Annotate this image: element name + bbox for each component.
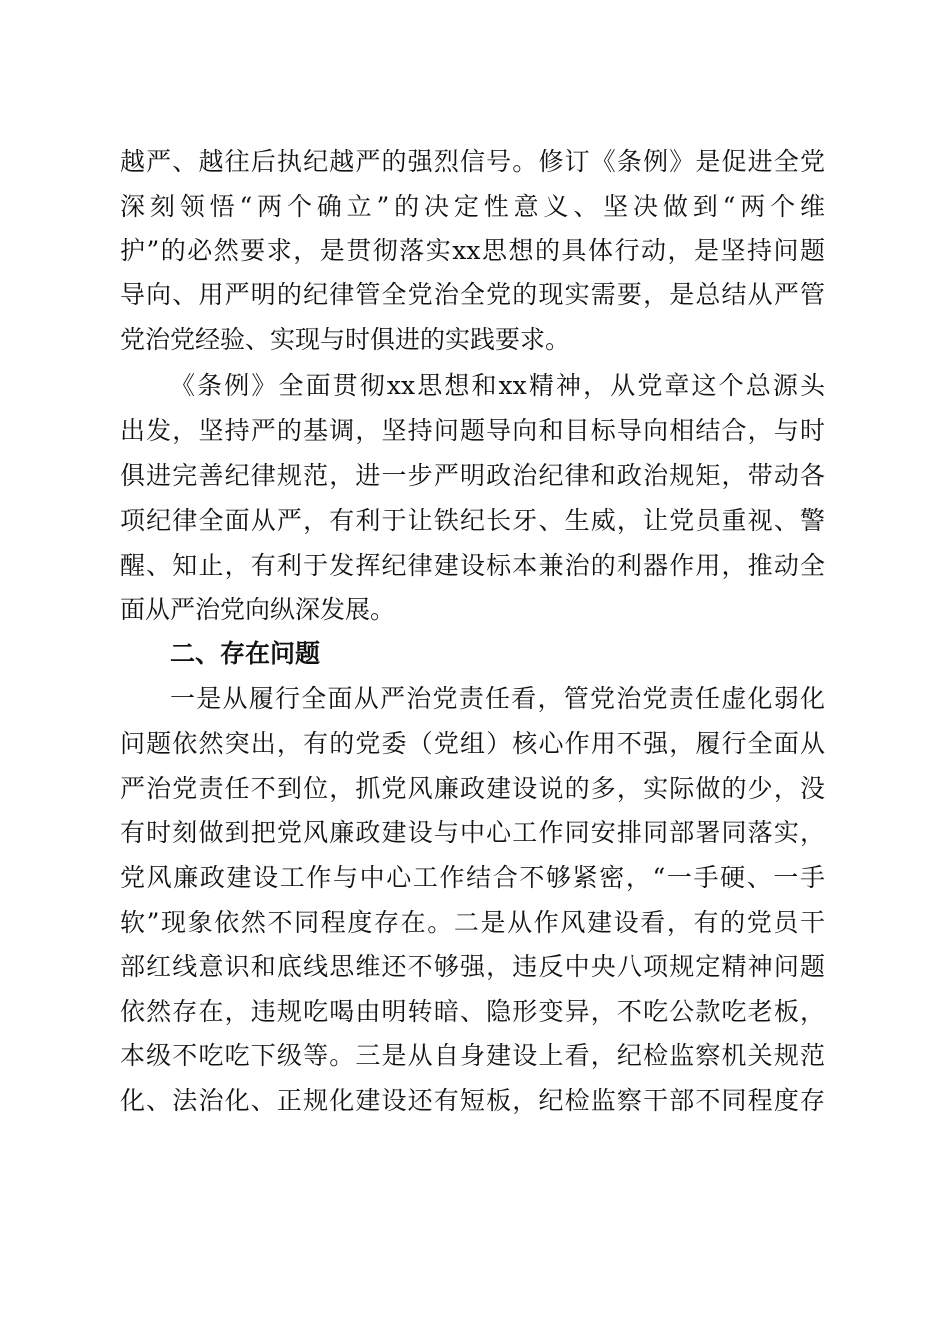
paragraph-1-line-3: 护”的必然要求，是贯彻落实xx思想的具体行动，是坚持问题 — [120, 236, 825, 265]
paragraph-1-line-4: 导向、用严明的纪律管全党治全党的现实需要，是总结从严管 — [120, 280, 825, 309]
problems-line-9: 本级不吃吃下级等。三是从自身建设上看，纪检监察机关规范 — [120, 1041, 825, 1070]
paragraph-1-line-2: 深刻领悟“两个确立”的决定性意义、坚决做到“两个维 — [120, 192, 825, 221]
paragraph-2-line-1: 《条例》全面贯彻xx思想和xx精神，从党章这个总源头 — [170, 371, 825, 400]
paragraph-2-line-2: 出发，坚持严的基调，坚持问题导向和目标导向相结合，与时 — [120, 416, 825, 445]
paragraph-2-line-3: 俱进完善纪律规范，进一步严明政治纪律和政治规矩，带动各 — [120, 461, 825, 490]
problems-line-6: 软”现象依然不同程度存在。二是从作风建设看，有的党员干 — [120, 908, 825, 937]
problems-line-5: 党风廉政建设工作与中心工作结合不够紧密，“一手硬、一手 — [120, 863, 825, 892]
paragraph-1-line-1: 越严、越往后执纪越严的强烈信号。修订《条例》是促进全党 — [120, 147, 825, 176]
paragraph-2-line-5: 醒、知止，有利于发挥纪律建设标本兼治的利器作用，推动全 — [120, 551, 825, 580]
problems-line-4: 有时刻做到把党风廉政建设与中心工作同安排同部署同落实， — [120, 818, 825, 847]
paragraph-2-line-6: 面从严治党向纵深发展。 — [120, 595, 396, 624]
paragraph-1-line-5: 党治党经验、实现与时俱进的实践要求。 — [120, 325, 571, 354]
problems-line-1: 一是从履行全面从严治党责任看，管党治党责任虚化弱化 — [170, 684, 825, 713]
problems-line-8: 依然存在，违规吃喝由明转暗、隐形变异，不吃公款吃老板， — [120, 997, 825, 1026]
section-heading: 二、存在问题 — [170, 639, 321, 668]
problems-line-3: 严治党责任不到位，抓党风廉政建设说的多，实际做的少，没 — [120, 774, 825, 803]
problems-line-7: 部红线意识和底线思维还不够强，违反中央八项规定精神问题 — [120, 952, 825, 981]
problems-line-10: 化、法治化、正规化建设还有短板，纪检监察干部不同程度存 — [120, 1086, 825, 1115]
problems-line-2: 问题依然突出，有的党委（党组）核心作用不强，履行全面从 — [120, 729, 825, 758]
paragraph-2-line-4: 项纪律全面从严，有利于让铁纪长牙、生威，让党员重视、警 — [120, 506, 825, 535]
